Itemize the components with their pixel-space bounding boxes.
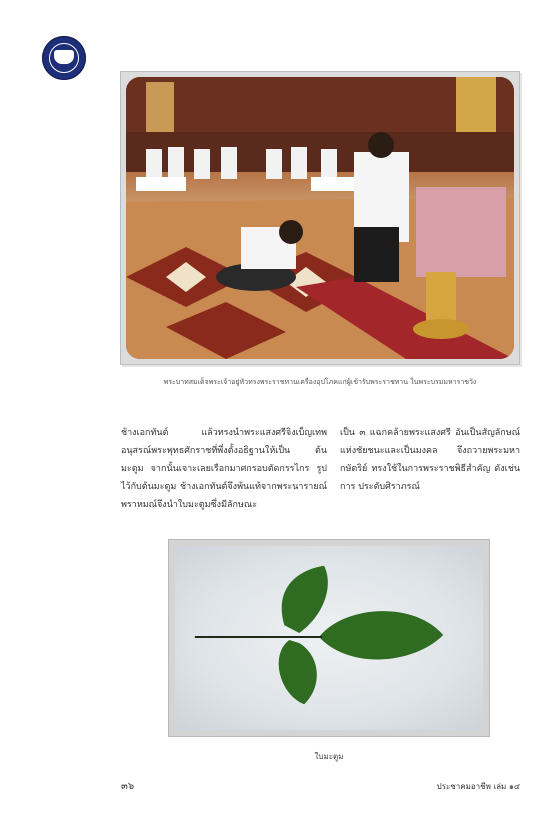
page-number: ๓๖ bbox=[121, 781, 135, 792]
ceremony-photo-frame bbox=[120, 71, 520, 365]
body-paragraph-right: เป็น ๓ แฉกคล้ายพระแสงศรี อันเป็นสัญลักษณ์แห่งชัยชนะและเป็นมงคล จึงถวายพระมหากษัตริย์ ทรงใช้ในการพระราชพิธีสำคัญ ดังเช่นการ ประดับศิราภรณ์ bbox=[340, 428, 520, 492]
leaf-specimen-photo bbox=[175, 546, 483, 730]
leaf-caption: ใบมะตูม bbox=[314, 752, 344, 761]
photo-caption: พระบาทสมเด็จพระเจ้าอยู่หัวทรงพระราชทานเครื่องอุปโภคแก่ผู้เข้ารับพระราชทาน ในพระบรมมหาราชวัง bbox=[163, 378, 477, 386]
royal-ceremony-photo bbox=[126, 77, 514, 359]
bael-leaf-illustration bbox=[175, 546, 483, 730]
leaf-main bbox=[319, 611, 443, 659]
body-column-right bbox=[340, 424, 520, 496]
leaf-upper bbox=[282, 566, 328, 633]
emblem-mark bbox=[54, 50, 74, 64]
body-paragraph-left: ช้างเอกทันต์ แล้วทรงนำพระแสงศรีจิงเบ็ญเทพ อนุสรณ์พระพุทธศักราชที่พึ่งตั้งอธิฐานให้เป็น ต้นมะตูม จากนั้นเจาะเลยเรือกมาศกรอบตัดกรรไกร รูปไว้กับต้นมะตูม ช้างเอกทันต์จึงพ้นแท้จากพระนารายณ์ พราหมณ์จึงนำใบมะตูมซึ่งมีลักษณะ bbox=[121, 428, 327, 510]
body-column-left bbox=[121, 424, 327, 514]
institution-emblem-icon bbox=[42, 36, 86, 80]
ceremony-illustration bbox=[126, 77, 514, 359]
leaf-lower bbox=[279, 640, 317, 704]
running-footer: ประชาคมอาชีพ เล่ม ๑๔ bbox=[436, 782, 520, 791]
leaf-photo-frame bbox=[168, 539, 490, 737]
